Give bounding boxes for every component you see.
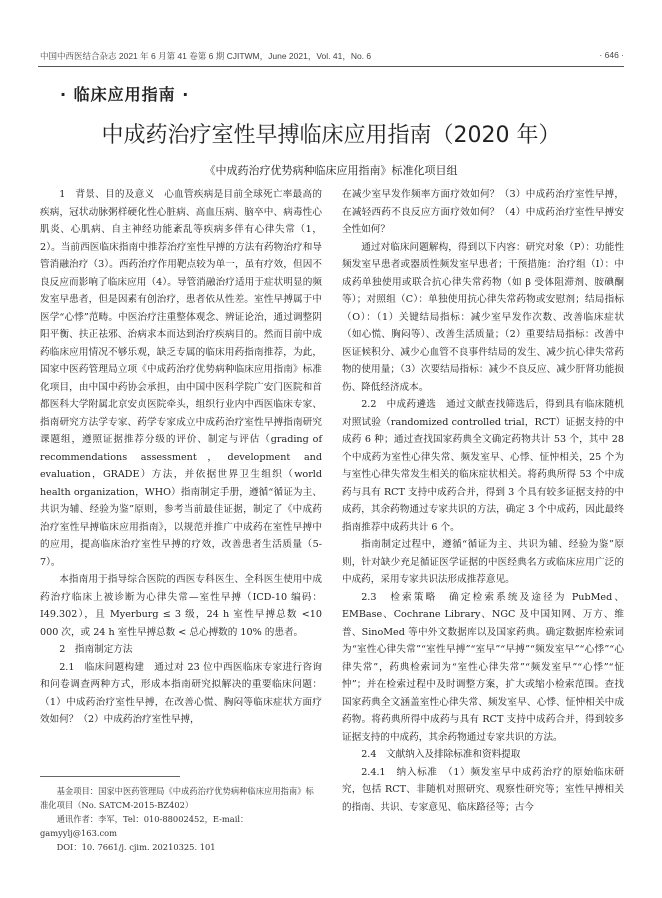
section-heading: 2.4 文献纳入及排除标准和资料提取	[361, 749, 521, 760]
footnote-rule	[40, 776, 180, 777]
paragraph: 本指南用于指导综合医院的西医专科医生、全科医生使用中成药治疗临床上被诊断为心律失常—室性早搏（ICD-10 编码：I49.302），且 Myerburg ≤ 3 级，24 h 室性早搏总数 <10 000 次，或 24 h 室性早搏总数 < 总心搏数的 10% 的患者。	[40, 574, 322, 638]
left-column	[40, 186, 322, 729]
paragraph: 1 背景、目的及意义 心血管疾病是目前全球死亡率最高的疾病，冠状动脉粥样硬化性心脏病、高血压病、脑卒中、病毒性心肌炎、心肌病、自主神经功能紊乱等疾病多伴有心律失常（1，2）。当前西医临床指南中推荐治疗室性早搏的方法有药物治疗和导管消融治疗（3）。西药治疗作用靶点较为单一，虽有疗效，但因不良反应而影响了临床应用（4）。导管消融治疗适用于症状明显的频发室早患者，但是因素有创治疗，患者依从性差。室性早搏属于中医学“心悸”范畴。中医治疗注重整体观念、辨证论治，通过调整阴阳平衡、扶正祛邪、治病求本而达到治疗疾病目的。然而目前中成药临床应用情况不够乐观，缺乏专属的临床用药指南推荐，为此，国家中医药管理局立项《中成药治疗优势病种临床应用指南》标准化项目，由中国中药协会承担，由中国中医科学院广安门医院和首都医科大学附属北京安贞医院牵头，组织行业内中西医临床专家、指南研究方法学专家、药学专家成立中成药治疗室性早搏指南研究课题组，遵照证据推荐分级的评价、制定与评估（grading of recommendations assessment，development and evaluation，GRADE）方法，并依据世界卫生组织（world health organization，WHO）指南制定手册，遵循“循证为主、共识为辅、经验为鉴”原则，参考当前最佳证据，制定了《中成药治疗室性早搏临床应用指南》，以规范并推广中成药在室性早搏中的应用，提高临床治疗室性早搏的疗效，改善患者生活质量（5-7）。	[40, 189, 322, 568]
running-header	[40, 50, 624, 62]
paragraph: 指南制定过程中，遵循“循证为主、共识为辅、经验为鉴”原则，针对缺少充足循证医学证据的中医经典名方或临床应用广泛的中成药，采用专家共识法形成推荐意见。	[342, 539, 624, 585]
right-column	[342, 186, 624, 816]
page-title: 中成药治疗室性早搏临床应用指南（2020 年）	[101, 123, 561, 148]
paragraph: 2.4.1 纳入标准 （1）频发室早中成药治疗的原始临床研究，包括 RCT、非随机对照研究、观察性研究等；室性早搏相关的指南、共识、专家意见、临床路径等；古今	[342, 766, 624, 813]
section-heading: 2 指南制定方法	[59, 644, 133, 655]
corresponding-author: 通讯作者：李军，Tel：010-88002452，E-mail：gamyylj@163.com	[40, 814, 249, 838]
paragraph: 通过对临床问题解构，得到以下内容：研究对象（P）：功能性频发室早患者或器质性频发室早患者；干预措施：治疗组（I）：中成药单独使用或联合抗心律失常药物（如 β 受体阻滞剂、胺碘酮等）；对照组（C）：单独使用抗心律失常药物或安慰剂；结局指标（O）：（1）关键结局指标：减少室早发作次数、改善临床症状（如心慌、胸闷等）、改善生活质量；（2）重要结局指标：改善中医证候积分、减少心血管不良事件结局的发生、减少抗心律失常药物的使用量；（3）次要结局指标：减少不良反应、减少肝肾功能损伤、降低经济成本。	[342, 241, 624, 393]
paragraph: 在减少室早发作频率方面疗效如何？（3）中成药治疗室性早搏，在减轻西药不良反应方面疗效如何？（4）中成药治疗室性早搏安全性如何？	[342, 189, 624, 235]
journal-citation: 中国中西医结合杂志 2021 年 6 月第 41 卷第 6 期 CJITWM，June 2021，Vol. 41，No. 6	[40, 51, 372, 61]
section-tag: · 临床应用指南 ·	[60, 85, 190, 104]
paragraph: 2.3 检索策略 确定检索系统及途径为 PubMed、EMBase、Cochrane Library、NGC 及中国知网、万方、维普、SinoMed 等中外文数据库以及国家药典。确定数据库检索词为“室性心律失常”“室性早搏”“室早”“早搏”“频发室早”“心悸”“心律失常”，药典检索词为“室性心律失常”“频发室早”“心悸”“怔忡”；并在检索过程中及时调整方案，扩大或缩小检索范围。查找国家药典全文涵盖室性心律失常、频发室早、心悸、怔忡相关中成药物。将药典所得中成药与具有 RCT 支持中成药合并，得到较多证据支持的中成药，其余药物通过专家共识的方法。	[342, 591, 624, 743]
paragraph: 2.1 临床问题构建 通过对 23 位中西医临床专家进行咨询和问卷调查两种方式，形成本指南研究拟解决的重要临床问题：（1）中成药治疗室性早搏，在改善心慌、胸闷等临床症状方面疗效如何？（2）中成药治疗室性早搏，	[40, 661, 322, 725]
footnote	[40, 784, 322, 854]
header-rule	[38, 66, 624, 67]
paragraph: 2.2 中成药遴选 通过文献查找筛选后，得到具有临床随机对照试验（randomized controlled trial，RCT）证据支持的中成药 6 种；通过查找国家药典全文确定药物共计 53 个，其中 28 个中成药为室性心律失常、频发室早、心悸、怔忡相关，25 个为与室性心律失常发生相关的临床症状相关。将药典所得 53 个中成药与具有 RCT 支持中成药合并，得到 3 个具有较多证据支持的中成药，其余药物通过专家共识的方法，确定 3 个中成药，因此最终指南推荐中成药共计 6 个。	[342, 399, 624, 533]
funding-note: 基金项目：国家中医药管理局《中成药治疗优势病种临床应用指南》标准化项目（No. SATCM-2015-BZ402）	[40, 786, 314, 810]
author-group: 《中成药治疗优势病种临床应用指南》标准化项目组	[204, 164, 458, 177]
doi: DOI：10. 7661/j. cjim. 20210325. 101	[56, 842, 216, 852]
page-number: · 646 ·	[599, 50, 624, 60]
